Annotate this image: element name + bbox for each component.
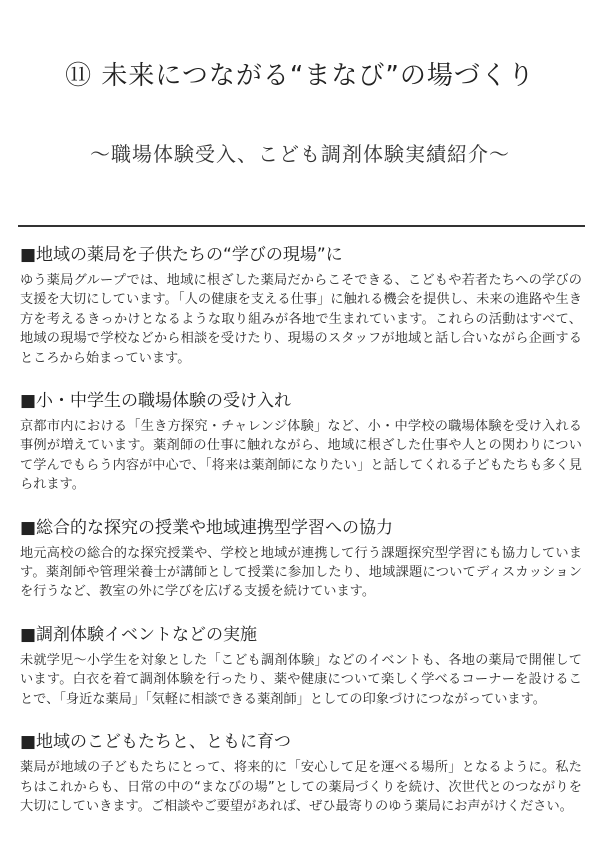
section-workplace-experience <box>20 388 582 495</box>
section-heading: ■総合的な探究の授業や地域連携型学習への協力 <box>20 517 394 538</box>
section-body: 未就学児〜小学生を対象とした「こども調剤体験」などのイベントも、各地の薬局で開催しています。白衣を着て調剤体験を行ったり、薬や健康について楽しく学べるコーナーを設けることで、「身近な薬局」「気軽に相談できる薬剤師」としての印象づけにつながっています。 <box>20 652 582 707</box>
section-growing-together <box>20 729 582 816</box>
title-divider <box>18 225 585 227</box>
section-dispensing-events <box>20 622 582 709</box>
section-heading: ■小・中学生の職場体験の受け入れ <box>20 391 292 412</box>
section-body: 地元高校の総合的な探究授業や、学校と地域が連携して行う課題探究型学習にも協力しています。薬剤師や管理栄養士が講師として授業に参加したり、地域課題についてディスカッションを行うなど、教室の外に学びを広げる支援を続けています。 <box>20 545 582 600</box>
section-heading: ■地域のこどもたちと、ともに育つ <box>20 732 292 753</box>
section-body: ゆう薬局グループでは、地域に根ざした薬局だからこそできる、こどもや若者たちへの学びの支援を大切にしています。「人の健康を支える仕事」に触れる機会を提供し、未来の進路や生き方を考えるきっかけとなるような取り組みが各地で生まれています。これらの活動はすべて、地域の現場で学校などから相談を受けたり、現場のスタッフが地域と話し合いながら企画するところから始まっています。 <box>20 273 582 366</box>
page-title: ⑪ 未来につながる“まなび”の場づくり <box>65 61 535 91</box>
section-learning-field <box>20 242 582 368</box>
content-sections <box>20 242 582 836</box>
section-body: 京都市内における「生き方探究・チャレンジ体験」など、小・中学校の職場体験を受け入れる事例が増えています。薬剤師の仕事に触れながら、地域に根ざした仕事や人との関わりについて学んでもらう内容が中心で、「将来は薬剤師になりたい」と話してくれる子どもたちも多く見られます。 <box>20 419 582 493</box>
section-inquiry-learning <box>20 515 582 602</box>
section-body: 薬局が地域の子どもたちにとって、将来的に「安心して足を運べる場所」となるように。私たちはこれからも、日常の中の“まなびの場”としての薬局づくりを続け、次世代とのつながりを大切にしていきます。ご相談やご要望があれば、ぜひ最寄りのゆう薬局にお声がけください。 <box>20 760 582 814</box>
page-subtitle: 〜職場体験受入、こども調剤体験実績紹介〜 <box>90 142 510 166</box>
section-heading: ■調剤体験イベントなどの実施 <box>20 624 258 645</box>
section-heading: ■地域の薬局を子供たちの“学びの現場”に <box>20 245 343 265</box>
